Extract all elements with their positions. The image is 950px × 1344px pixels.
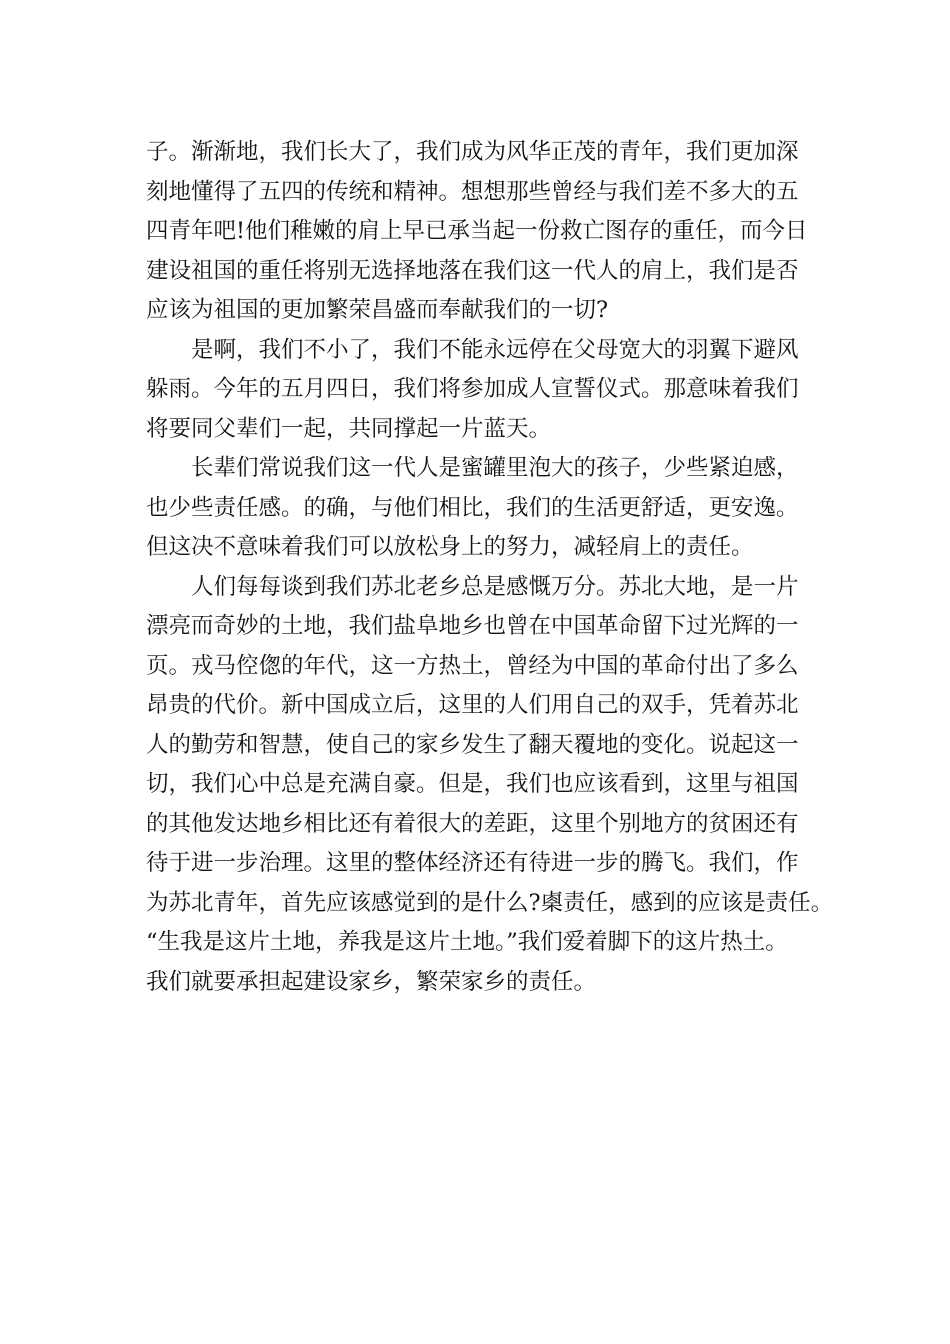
body-text	[146, 133, 836, 1002]
text-line: 应该为祖国的更加繁荣昌盛而奉献我们的一切?	[146, 297, 609, 323]
text-line: 将要同父辈们一起，共同撑起一片蓝天。	[146, 415, 552, 442]
text-line: 漂亮而奇妙的土地，我们盐阜地乡也曾在中国革命留下过光辉的一	[146, 613, 799, 639]
text-line: 也少些责任感。的确，与他们相比，我们的生活更舒适，更安逸。	[146, 494, 799, 521]
text-line: 人的勤劳和智慧，使自己的家乡发生了翻天覆地的变化。说起这一	[146, 731, 799, 758]
text-line: 四青年吧!他们稚嫩的肩上早已承当起一份救亡图存的重任，而今日	[146, 218, 808, 244]
paragraph-first-line: 人们每每谈到我们苏北老乡总是感慨万分。苏北大地，是一片	[191, 573, 799, 600]
text-line: 躲雨。今年的五月四日，我们将参加成人宣誓仪式。那意味着我们	[146, 376, 799, 402]
text-line: 子。渐渐地，我们长大了，我们成为风华正茂的青年，我们更加深	[146, 139, 799, 165]
text-line: “生我是这片土地，养我是这片土地。”我们爱着脚下的这片热土。	[146, 929, 788, 955]
text-line: 我们就要承担起建设家乡，繁荣家乡的责任。	[146, 968, 597, 995]
text-line: 刻地懂得了五四的传统和精神。想想那些曾经与我们差不多大的五	[146, 178, 799, 205]
text-line: 切，我们心中总是充满自豪。但是，我们也应该看到，这里与祖国	[146, 771, 799, 797]
paragraph-first-line: 长辈们常说我们这一代人是蜜罐里泡大的孩子，少些紧迫感，	[191, 455, 799, 481]
text-line: 但这决不意味着我们可以放松身上的努力，减轻肩上的责任。	[146, 534, 754, 560]
text-line: 为苏北青年，首先应该感觉到的是什么?㮚责任，感到的应该是责任。	[146, 889, 834, 916]
text-line: 页。戎马倥偬的年代，这一方热土，曾经为中国的革命付出了多么	[146, 652, 799, 679]
text-line: 的其他发达地乡相比还有着很大的差距，这里个别地方的贫困还有	[146, 810, 799, 837]
text-line: 待于进一步治理。这里的整体经济还有待进一步的腾飞。我们，作	[146, 850, 799, 876]
text-line: 昂贵的代价。新中国成立后，这里的人们用自己的双手，凭着苏北	[146, 692, 799, 718]
text-line: 建设祖国的重任将别无选择地落在我们这一代人的肩上，我们是否	[146, 257, 799, 284]
paragraph-first-line: 是啊，我们不小了，我们不能永远停在父母宽大的羽翼下避风	[191, 336, 799, 363]
